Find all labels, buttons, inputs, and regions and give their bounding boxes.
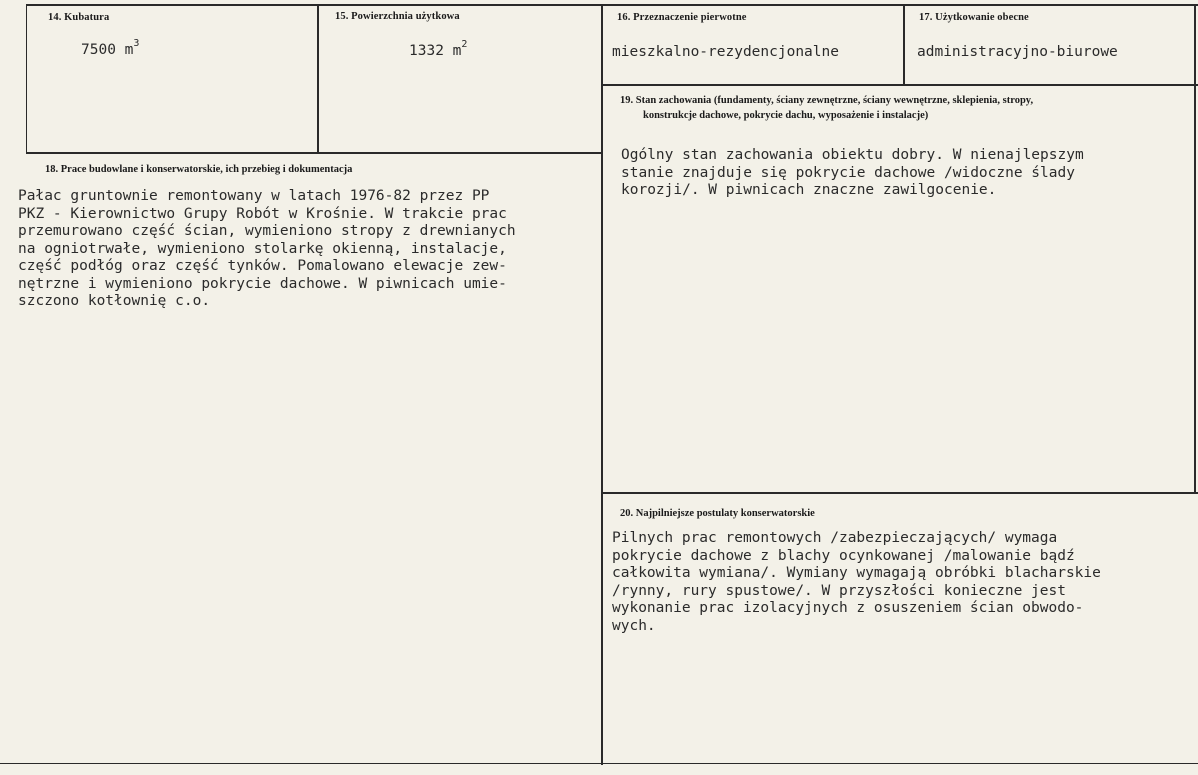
rule-below-19: [602, 492, 1198, 494]
text-line: pokrycie dachowe z blachy ocynkowanej /malowanie bądź: [612, 547, 1075, 564]
divider-16-17: [903, 4, 905, 86]
powierzchnia-exponent: 2: [461, 39, 468, 50]
text-line: Pilnych prac remontowych /zabezpieczających/ wymaga: [612, 530, 1058, 546]
text-line: PKZ - Kierownictwo Grupy Robót w Krośnie. W trakcie prac: [18, 205, 507, 222]
text-line: całkowita wymiana/. Wymiany wymagają obróbki blacharskie: [612, 565, 1101, 581]
field-17-value: administracyjno-biurowe: [917, 44, 1118, 60]
field-17-label: 17. Użytkowanie obecne: [919, 12, 1029, 23]
bottom-border: [0, 763, 1198, 764]
field-19-label: 19. Stan zachowania (fundamenty, ściany zewnętrzne, ściany wewnętrzne, sklepienia, stropy,: [620, 95, 1034, 106]
field-19-label-line2: konstrukcje dachowe, pokrycie dachu, wyposażenie i instalacje): [643, 110, 929, 121]
form-left-border: [26, 4, 27, 154]
divider-14-15: [317, 4, 319, 154]
text-line: wych.: [612, 617, 656, 634]
field-14-label: 14. Kubatura: [48, 12, 110, 23]
text-line: korozji/. W piwnicach znaczne zawilgocenie.: [621, 182, 997, 198]
field-18-label: 18. Prace budowlane i konserwatorskie, ich przebieg i dokumentacja: [45, 164, 353, 175]
field-20-text: [612, 530, 1101, 635]
text-line: Ogólny stan zachowania obiektu dobry. W nienajlepszym: [621, 147, 1084, 163]
top-border: [26, 4, 1198, 6]
text-line: nętrzne i wymieniono pokrycie dachowe. W piwnicach umie-: [18, 275, 507, 292]
rule-below-14-15: [26, 152, 602, 154]
field-20-label: 20. Najpilniejsze postulaty konserwatorskie: [620, 508, 815, 519]
text-line: /rynny, rury spustowe/. W przyszłości konieczne jest: [612, 582, 1066, 599]
kubatura-exponent: 3: [133, 38, 140, 49]
text-line: wykonanie prac izolacyjnych z osuszeniem ścian obwodo-: [612, 600, 1084, 616]
rule-below-16-17: [602, 84, 1198, 86]
field-16-label: 16. Przeznaczenie pierwotne: [617, 12, 747, 23]
kubatura-value: 7500 m: [81, 41, 134, 58]
text-line: część podłóg oraz część tynków. Pomalowano elewacje zew-: [18, 258, 507, 274]
field-18-text: [18, 188, 516, 311]
right-border: [1194, 4, 1196, 494]
text-line: na ogniotrwałe, wymieniono stolarkę okienną, instalacje,: [18, 240, 507, 257]
text-line: Pałac gruntownie remontowany w latach 1976-82 przez PP: [18, 188, 490, 204]
powierzchnia-value: 1332 m: [409, 42, 462, 59]
field-14-value: [81, 40, 139, 58]
text-line: stanie znajduje się pokrycie dachowe /widoczne ślady: [621, 164, 1075, 181]
field-19-text: [621, 147, 1084, 200]
field-15-value: [409, 41, 467, 59]
field-15-label: 15. Powierzchnia użytkowa: [335, 11, 460, 22]
text-line: przemurowano część ścian, wymieniono stropy z drewnianych: [18, 223, 516, 239]
divider-15-16: [601, 4, 603, 765]
field-16-value: mieszkalno-rezydencjonalne: [612, 44, 839, 60]
text-line: szczono kotłownię c.o.: [18, 293, 211, 309]
